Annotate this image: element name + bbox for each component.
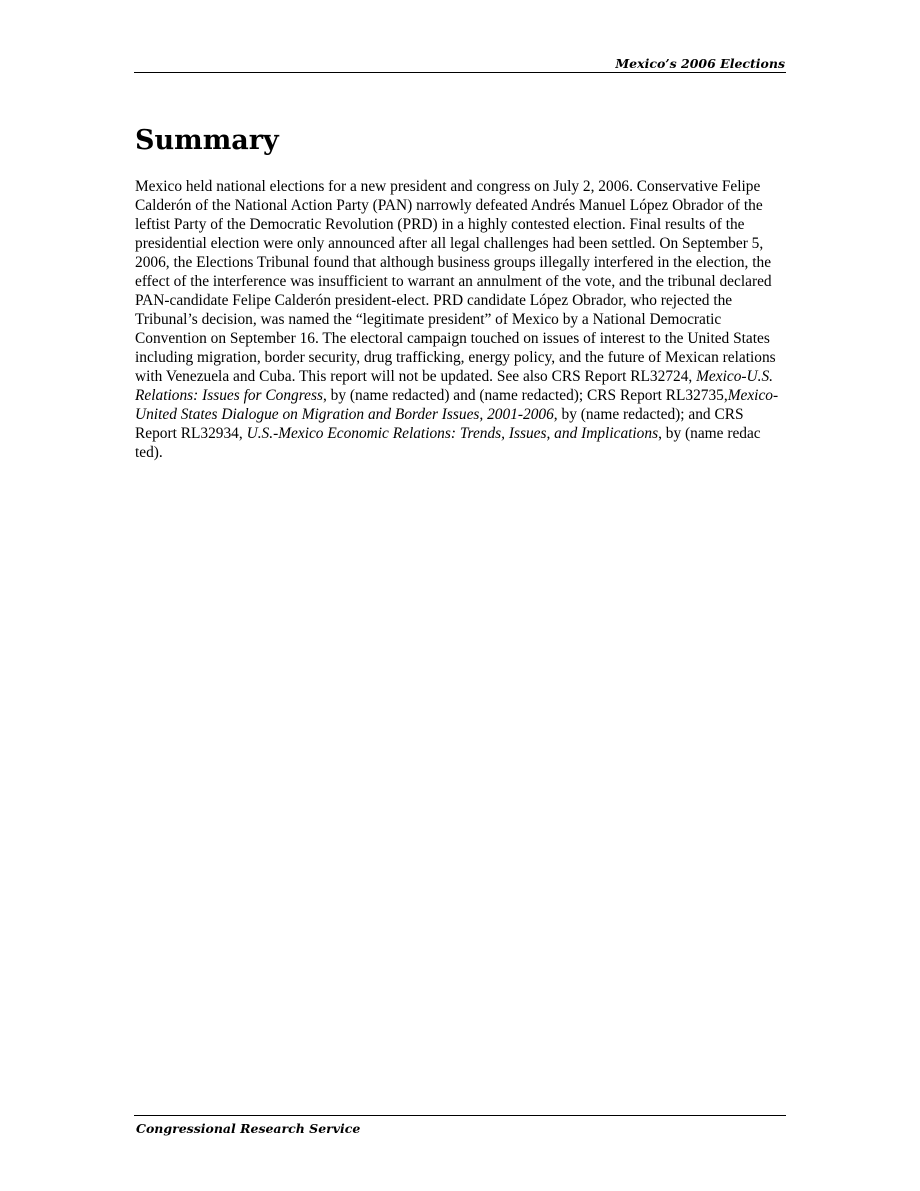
report-title-economic-relations: U.S.-Mexico Economic Relations: Trends, Issues, and Implications xyxy=(246,425,659,442)
report-reference-2-text: , by (name redacted); and CRS Report RL32934, xyxy=(135,406,744,442)
report-title-mexico-us-relations: Mexico-U.S. Relations: Issues for Congress xyxy=(135,368,774,404)
running-header-title: Mexico’s 2006 Elections xyxy=(615,56,785,71)
summary-body-text: Mexico held national elections for a new president and congress on July 2, 2006. Conservative Felipe Calderón of the National Action Party (PAN) narrowly defeated Andrés Manuel López Obrador of the leftist Party of the Democratic Revolution (PRD) in a highly contested election. Final results of the presidential election were only announced after all legal challenges had been settled. On September 5, 2006, the Elections Tribunal found that although business groups illegally interfered in the election, the effect of the interference was insufficient to warrant an annulment of the vote, and the tribunal declared PAN-candidate Felipe Calderón president-elect. PRD candidate López Obrador, who rejected the Tribunal’s decision, was named the “legitimate president” of Mexico by a National Democratic Convention on September 16. The electoral campaign touched on issues of interest to the United States including migration, border security, drug trafficking, energy policy, and the future of Mexican relations with Venezuela and Cuba. This report will not be updated. See also CRS Report RL32724, xyxy=(135,178,776,385)
report-reference-1-text: , by (name redacted) and (name redacted); CRS Report RL32735, xyxy=(322,387,728,404)
running-footer xyxy=(134,1115,786,1139)
report-title-migration-dialogue: Mexico-United States Dialogue on Migration and Border Issues, 2001-2006 xyxy=(135,387,779,423)
report-reference-3-text: , by (name redac ted). xyxy=(135,425,761,461)
footer-publisher: Congressional Research Service xyxy=(136,1121,361,1136)
section-title: Summary xyxy=(135,125,279,156)
summary-paragraph xyxy=(135,177,787,462)
running-header xyxy=(134,54,786,73)
